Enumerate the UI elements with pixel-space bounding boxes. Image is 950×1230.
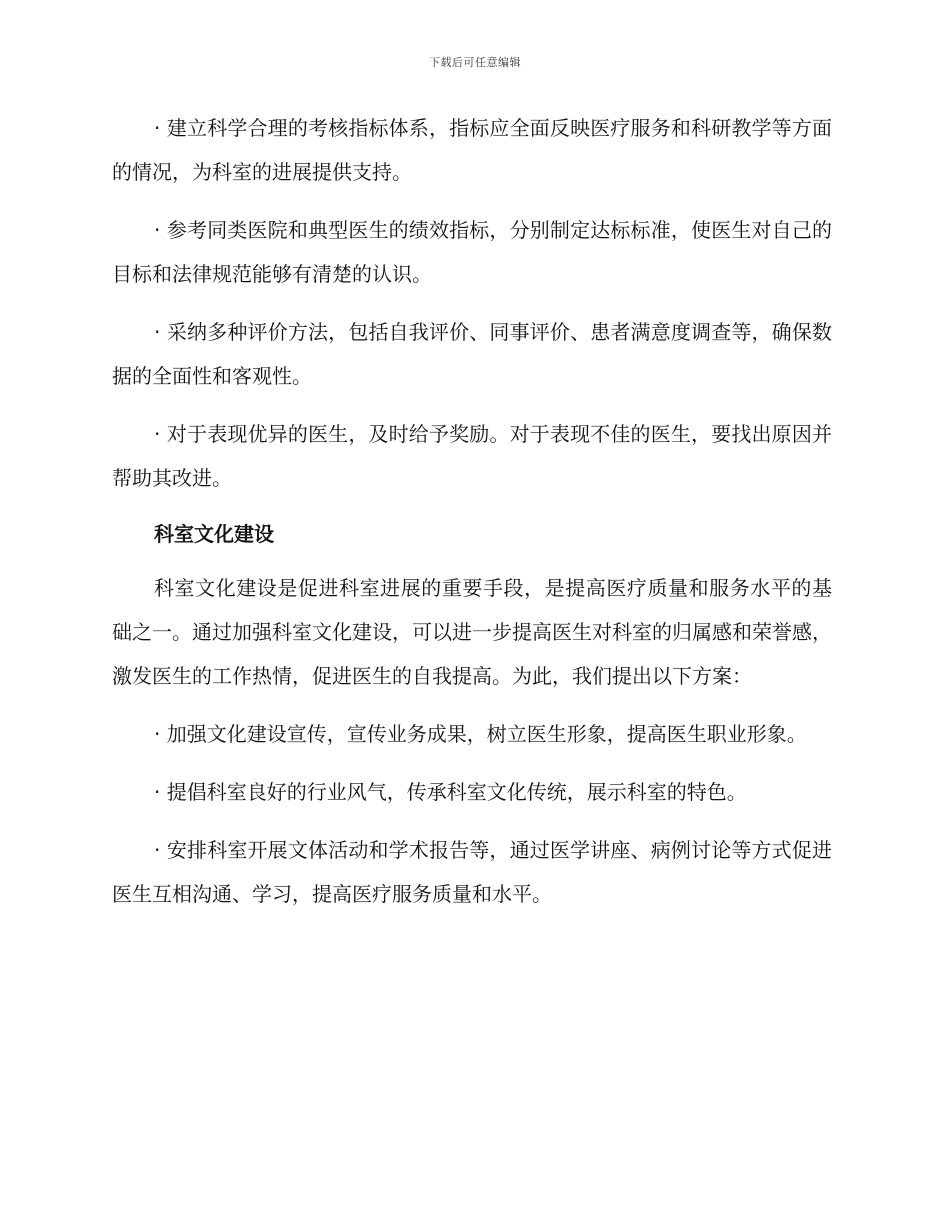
section-intro-paragraph: 科室文化建设是促进科室进展的重要手段，是提高医疗质量和服务水平的基础之一。通过加强科室文化建设，可以进一步提高医生对科室的归属感和荣誉感，激发医生的工作热情，促进医生的自我提高。为此，我们提出以下方案： (112, 576, 832, 688)
bullet-paragraph: · 加强文化建设宣传，宣传业务成果，树立医生形象，提高医生职业形象。 (154, 722, 807, 746)
document-body (112, 106, 832, 930)
bullet-paragraph: · 采纳多种评价方法，包括自我评价、同事评价、患者满意度调查等，确保数据的全面性和客观性。 (112, 320, 832, 388)
bullet-paragraph: · 安排科室开展文体活动和学术报告等，通过医学讲座、病例讨论等方式促进医生互相沟通、学习，提高医疗服务质量和水平。 (112, 838, 832, 906)
section-heading: 科室文化建设 (154, 522, 274, 546)
page-header: 下载后可任意编辑 (429, 56, 521, 69)
bullet-paragraph: · 建立科学合理的考核指标体系，指标应全面反映医疗服务和科研教学等方面的情况，为科室的进展提供支持。 (112, 116, 832, 184)
bullet-paragraph: · 对于表现优异的医生，及时给予奖励。对于表现不佳的医生，要找出原因并帮助其改进。 (112, 422, 832, 490)
bullet-paragraph: · 参考同类医院和典型医生的绩效指标，分别制定达标标准，使医生对自己的目标和法律规范能够有清楚的认识。 (112, 218, 832, 286)
bullet-paragraph: · 提倡科室良好的行业风气，传承科室文化传统，展示科室的特色。 (154, 780, 747, 804)
